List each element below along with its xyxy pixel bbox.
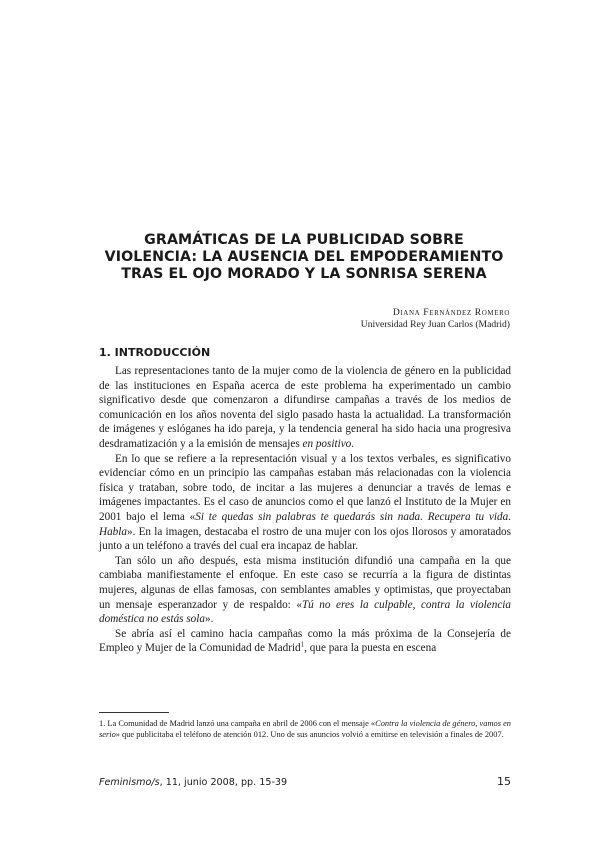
paragraph-emphasis: Si te quedas sin palabras te quedarás sin nada. Recupera tu vida. Habla [99,510,511,538]
footnote-divider [99,712,169,713]
journal-name: Feminismo/s [99,777,160,788]
paragraph [99,627,511,656]
paragraph [99,452,511,554]
paragraph-text: , que para la puesta en escena [304,642,437,655]
title-line: VIOLENCIA: LA AUSENCIA DEL EMPODERAMIENTO [104,249,504,265]
footnote [99,718,511,740]
paragraph [99,554,511,627]
author-name: Diana Fernández Romero [392,307,510,318]
footnote-part: 1. La Comunidad de Madrid lanzó una campaña en abril de 2006 con el mensaje « [99,719,376,728]
paragraph-text: Se abría así el camino hacia campañas como la más próxima de la Consejería de Empleo y Mujer de la Comunidad de Madrid [99,627,511,655]
paragraph-text: Las representaciones tanto de la mujer como de la violencia de género en la publicidad de las instituciones en España acerca de este problema ha experimentado un cambio significativo desde que comenzaron a difundirse campañas a través de los medios de comunicación en los años noventa del siglo pasado hasta la actualidad. La transformación de imágenes y eslóganes ha ido pareja, y la tendencia general ha sido hacia una progresiva desdramatización y a la emisión de mensajes [99,365,511,450]
footnote-emphasis: Contra la violencia de género, vamos en serio [99,719,511,739]
body-text [99,364,511,656]
title-line: GRAMÁTICAS DE LA PUBLICIDAD SOBRE [144,232,464,248]
section-heading: 1. INTRODUCCIÓN [99,346,211,359]
author-affiliation: Universidad Rey Juan Carlos (Madrid) [360,319,510,330]
paragraph-text: ». [204,613,214,626]
footnote-marker[interactable]: 1 [300,640,305,649]
citation-details: , 11, junio 2008, pp. 15-39 [159,777,288,788]
page-number: 15 [497,775,511,788]
paragraph-emphasis: en positivo [302,437,352,450]
paragraph-emphasis: Tú no eres la culpable, contra la violencia doméstica no estás sola [99,598,511,626]
title-line: TRAS EL OJO MORADO Y LA SONRISA SERENA [121,266,487,282]
footnote-part: » que publicitaba el teléfono de atención 012. Uno de sus anuncios volvió a emitirse en televisión a finales de 2007. [115,730,504,739]
article-title [60,232,548,283]
author-block [361,307,510,331]
journal-citation [99,777,287,788]
paragraph-text: ». En la imagen, destacaba el rostro de una mujer con los ojos llorosos y amoratados junto a un teléfono a través del cual era incapaz de hablar. [99,525,511,553]
paragraph-text: En lo que se refiere a la representación visual y a los textos verbales, es significativo evidenciar cómo en un principio las campañas estaban más relacionadas con la violencia física y trataban, sobre todo, de incitar a las mujeres a denunciar a través de lemas e imágenes impactantes. Es el caso de anuncios como el que lanzó el Instituto de la Mujer en 2001 bajo el lema « [99,452,511,523]
paragraph-text: Tan sólo un año después, esta misma institución difundió una campaña en la que cambiaba manifiestamente el enfoque. En este caso se recurría a la figura de distintas mujeres, algunas de ellas famosas, con semblantes amables y optimistas, que proyectaban un mensaje esperanzador y de respaldo: « [99,554,511,611]
footnote-text [99,718,511,740]
paragraph-text: . [351,437,355,450]
paragraph [99,364,511,452]
